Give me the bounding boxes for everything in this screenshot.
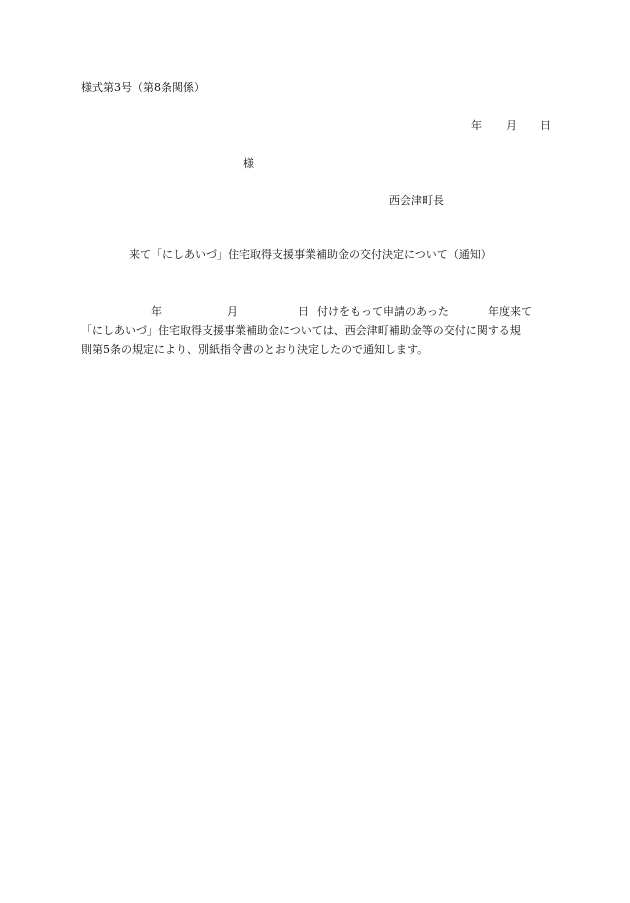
body-line-2: 「にしあいづ」住宅取得支援事業補助金については、西会津町補助金等の交付に関する規 [81, 324, 521, 337]
date-day-label: 日 [540, 119, 551, 132]
body-line-3: 則第5条の規定により、別紙指令書のとおり決定したので通知します。 [81, 343, 429, 356]
body-fiscal-year-text: 年度来て [488, 305, 532, 318]
document-title: 来て「にしあいづ」住宅取得支援事業補助金の交付決定について（通知） [129, 248, 492, 261]
date-month-label: 月 [506, 119, 517, 132]
form-number: 様式第3号（第8条関係） [81, 81, 205, 94]
body-year-label: 年 [151, 305, 162, 318]
body-application-text: 付けをもって申請のあった [317, 305, 449, 318]
body-month-label: 月 [227, 305, 238, 318]
addressee-suffix: 様 [243, 157, 254, 170]
date-year-label: 年 [471, 119, 482, 132]
body-day-label: 日 [298, 305, 309, 318]
sender-name: 西会津町長 [389, 194, 444, 207]
